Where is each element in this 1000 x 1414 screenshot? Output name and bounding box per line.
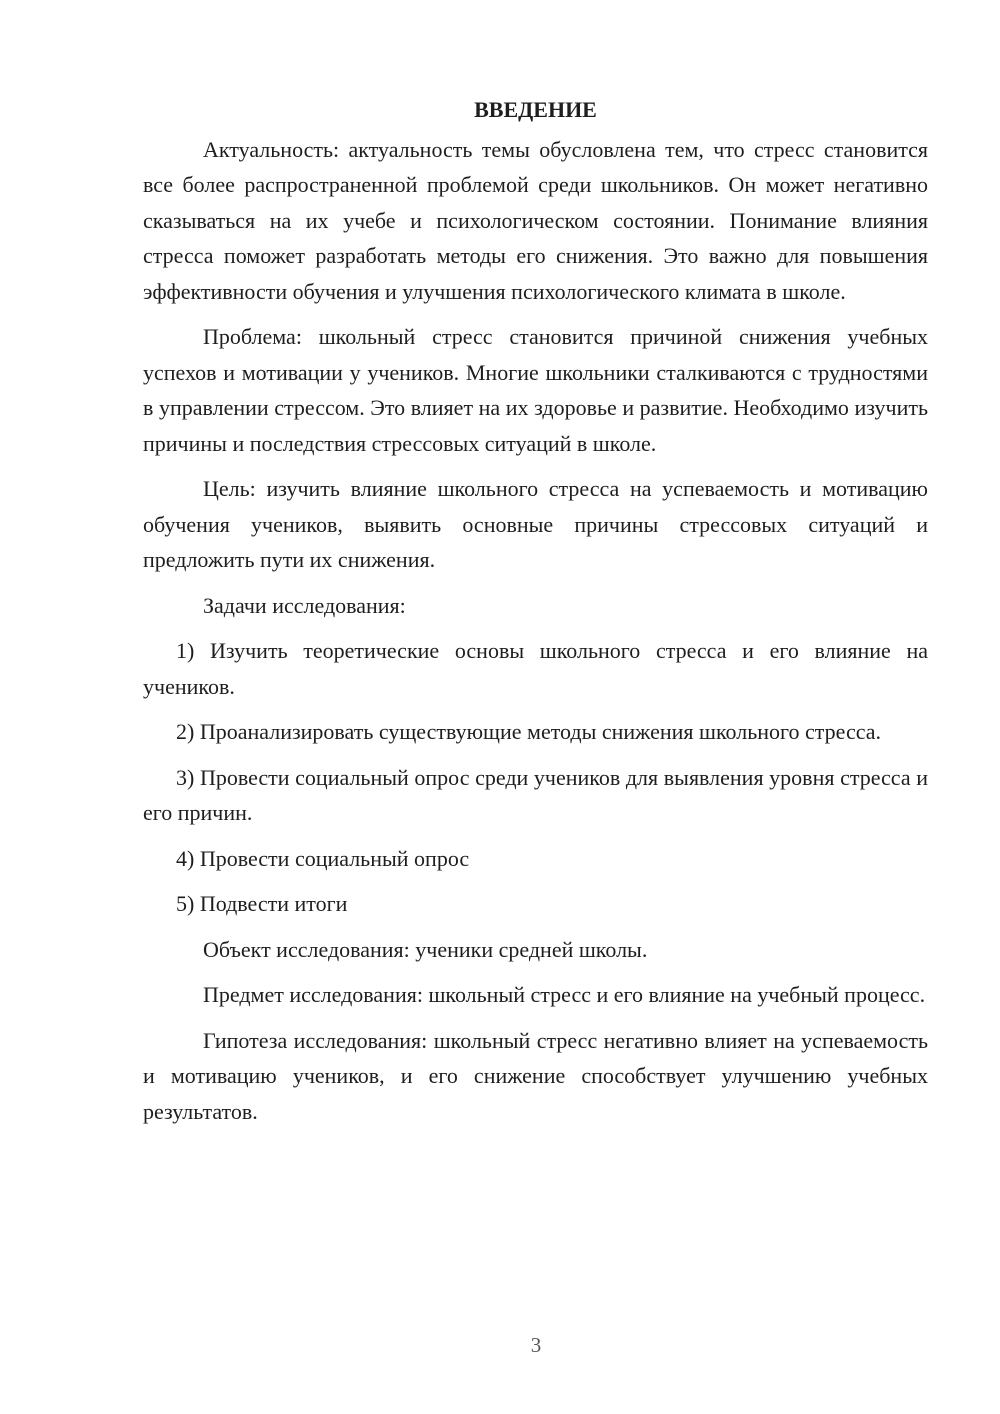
tasks-intro: Задачи исследования:	[203, 592, 406, 618]
subject-paragraph: Предмет исследования: школьный стресс и его влияние на учебный процесс.	[203, 982, 926, 1007]
hypothesis-paragraph: Гипотеза исследования: школьный стресс негативно влияет на успеваемость и мотивацию учеников, и его снижение способствует улучшению учебных результатов.	[143, 1027, 928, 1124]
goal-paragraph: Цель: изучить влияние школьного стресса на успеваемость и мотивацию обучения учеников, выявить основные причины стрессовых ситуаций и предложить пути их снижения.	[143, 476, 928, 572]
task-item-5: 5) Подвести итоги	[176, 891, 348, 916]
section-heading: ВВЕДЕНИЕ	[474, 97, 597, 122]
task-item-4: 4) Провести социальный опрос	[176, 845, 470, 871]
task-item-1: 1) Изучить теоретические основы школьного стресса и его влияние на учеников.	[143, 638, 928, 699]
page-number: 3	[530, 1333, 542, 1357]
task-item-3: 3) Провести социальный опрос среди учеников для выявления уровня стресса и его причин.	[143, 764, 928, 825]
problem-paragraph: Проблема: школьный стресс становится причиной снижения учебных успехов и мотивации у учеников. Многие школьники сталкиваются с трудностями в управлении стрессом. Это влияет на их здоровье и развитие. Необходимо изучить причины и последствия стрессовых ситуаций в школе.	[143, 324, 928, 456]
object-paragraph: Объект исследования: ученики средней школы.	[203, 936, 648, 962]
page-content	[143, 92, 928, 1139]
task-item-2: 2) Проанализировать существующие методы снижения школьного стресса.	[176, 719, 882, 744]
relevance-paragraph: Актуальность: актуальность темы обусловлена тем, что стресс становится все более распространенной проблемой среди школьников. Он может негативно сказываться на их учебе и психологическом состоянии. Понимание влияния стресса поможет разработать методы его снижения. Это важно для повышения эффективности обучения и улучшения психологического климата в школе.	[143, 136, 928, 304]
